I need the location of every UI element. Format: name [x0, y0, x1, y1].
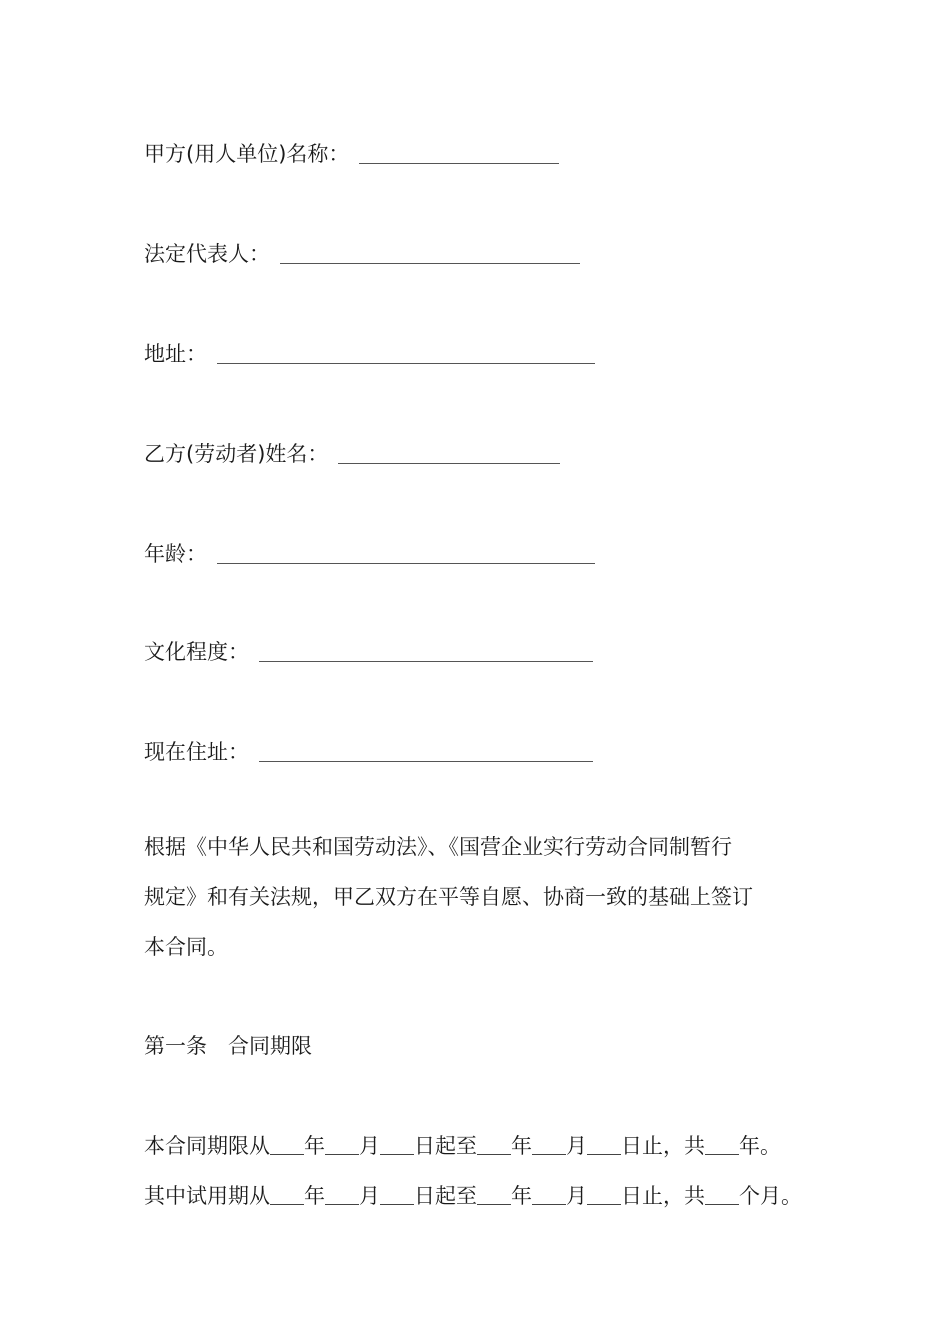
employer-address-label: 地址： [144, 342, 207, 366]
term-total-years-blank[interactable] [705, 1136, 739, 1155]
probation-text-total: 日止，共 [621, 1184, 705, 1208]
term-end-day-blank[interactable] [587, 1136, 621, 1155]
term-end-year-blank[interactable] [477, 1136, 511, 1155]
probation-start-day-blank[interactable] [380, 1186, 414, 1205]
probation-text-end-month: 月 [566, 1184, 587, 1208]
employer-name-label: 甲方(用人单位)名称： [144, 142, 350, 166]
term-start-day-blank[interactable] [380, 1136, 414, 1155]
employer-address-blank[interactable] [217, 343, 595, 364]
probation-end-day-blank[interactable] [587, 1186, 621, 1205]
current-address-blank[interactable] [259, 741, 593, 762]
probation-end-month-blank[interactable] [532, 1186, 566, 1205]
employer-name-blank[interactable] [359, 143, 559, 164]
term-text-end-year: 年 [511, 1134, 532, 1158]
legal-representative-blank[interactable] [280, 243, 580, 264]
employee-name-label: 乙方(劳动者)姓名： [144, 442, 329, 466]
probation-term-line [144, 1184, 802, 1208]
intro-line-1: 根据《中华人民共和国劳动法》、《国营企业实行劳动合同制暂行 [144, 835, 732, 859]
employer-address-field [144, 336, 595, 366]
education-field [144, 634, 593, 664]
term-text-month: 月 [359, 1134, 380, 1158]
employee-name-field [144, 436, 560, 466]
current-address-field [144, 734, 593, 764]
employer-name-field [144, 136, 559, 166]
age-field [144, 536, 595, 566]
probation-text-months: 个月。 [739, 1184, 802, 1208]
intro-line-2: 规定》和有关法规，甲乙双方在平等自愿、协商一致的基础上签订 [144, 885, 753, 909]
probation-end-year-blank[interactable] [477, 1186, 511, 1205]
term-text-end-month: 月 [566, 1134, 587, 1158]
legal-representative-field [144, 236, 580, 266]
contract-term-line [144, 1134, 781, 1158]
probation-total-months-blank[interactable] [705, 1186, 739, 1205]
age-blank[interactable] [217, 543, 595, 564]
intro-line-3: 本合同。 [144, 935, 228, 959]
term-end-month-blank[interactable] [532, 1136, 566, 1155]
term-start-year-blank[interactable] [270, 1136, 304, 1155]
term-text-from: 本合同期限从 [144, 1134, 270, 1158]
term-text-total: 日止，共 [621, 1134, 705, 1158]
education-label: 文化程度： [144, 640, 249, 664]
legal-representative-label: 法定代表人： [144, 242, 270, 266]
term-text-year: 年 [304, 1134, 325, 1158]
current-address-label: 现在住址： [144, 740, 249, 764]
probation-start-year-blank[interactable] [270, 1186, 304, 1205]
term-text-years: 年。 [739, 1134, 781, 1158]
age-label: 年龄： [144, 542, 207, 566]
education-blank[interactable] [259, 641, 593, 662]
term-text-until: 日起至 [414, 1134, 477, 1158]
probation-text-month: 月 [359, 1184, 380, 1208]
probation-start-month-blank[interactable] [325, 1186, 359, 1205]
probation-text-until: 日起至 [414, 1184, 477, 1208]
employee-name-blank[interactable] [338, 443, 560, 464]
probation-text-end-year: 年 [511, 1184, 532, 1208]
article-1-heading: 第一条 合同期限 [144, 1034, 312, 1058]
term-start-month-blank[interactable] [325, 1136, 359, 1155]
probation-text-from: 其中试用期从 [144, 1184, 270, 1208]
intro-paragraph [144, 822, 816, 972]
probation-text-year: 年 [304, 1184, 325, 1208]
